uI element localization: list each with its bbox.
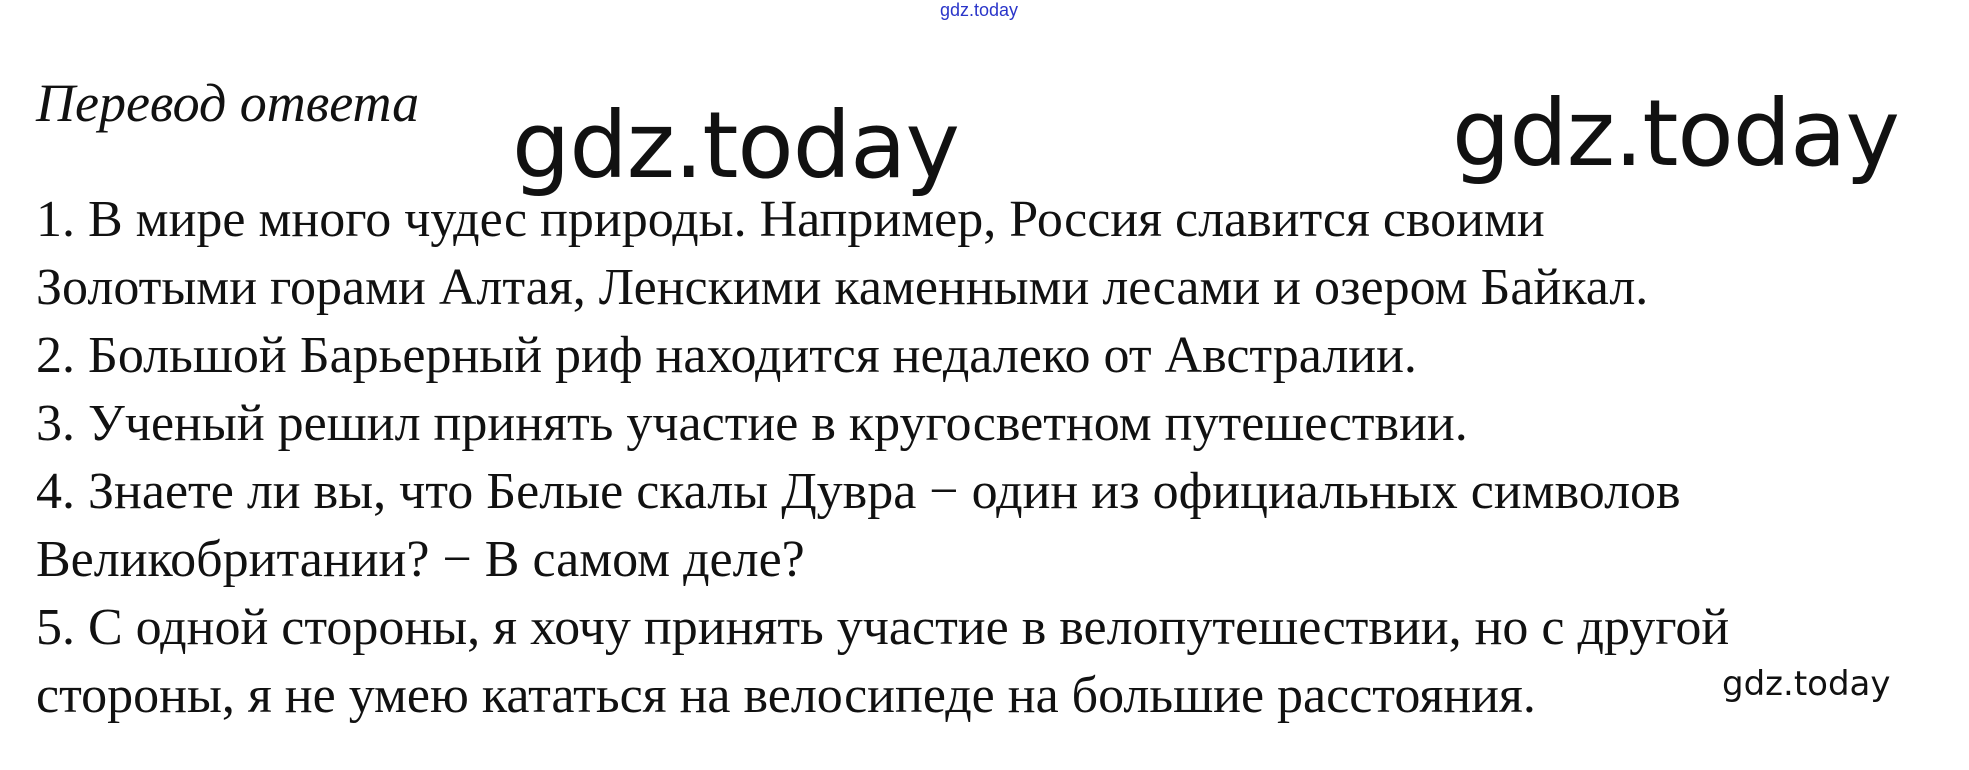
text-line-7: 5. С одной стороны, я хочу принять участие в велопутешествии, но с другой bbox=[36, 599, 1730, 656]
watermark-top: gdz.today bbox=[940, 0, 1019, 20]
text-line-4: 3. Ученый решил принять участие в кругосветном путешествии. bbox=[36, 395, 1468, 452]
answer-text bbox=[36, 186, 1956, 730]
heading: Перевод ответа bbox=[36, 73, 420, 133]
watermark-large-2: gdz.today bbox=[1452, 80, 1899, 187]
text-line-5: 4. Знаете ли вы, что Белые скалы Дувра − один из официальных символов bbox=[36, 463, 1681, 520]
text-line-6: Великобритании? − В самом деле? bbox=[36, 531, 805, 588]
watermark-small: gdz.today bbox=[1722, 664, 1891, 704]
text-line-1: 1. В мире много чудес природы. Например, Россия славится своими bbox=[36, 191, 1545, 248]
text-line-8: стороны, я не умею кататься на велосипеде на большие расстояния. bbox=[36, 667, 1536, 724]
text-line-3: 2. Большой Барьерный риф находится недалеко от Австралии. bbox=[36, 327, 1417, 384]
watermark-large-1: gdz.today bbox=[512, 92, 959, 199]
text-line-2: Золотыми горами Алтая, Ленскими каменными лесами и озером Байкал. bbox=[36, 259, 1649, 316]
